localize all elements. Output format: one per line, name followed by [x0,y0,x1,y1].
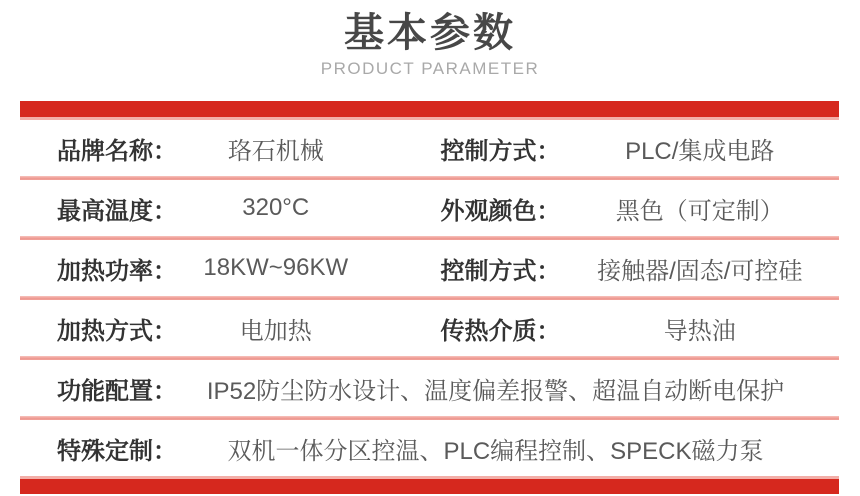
row-label: 品牌名称： [57,137,177,165]
table-row-brand-control [20,120,839,176]
cell-special-customization [20,431,839,466]
cell-heating-power [20,251,430,286]
bottom-accent-bar [20,476,839,494]
cell-brand-name [20,131,430,166]
row-value: 电加热 [239,317,312,345]
row-label: 加热功率： [57,257,177,285]
top-accent-bar [20,101,839,120]
row-value: 320°C [242,194,310,221]
cell-control-mode [430,131,840,166]
row-label: 传热介质： [440,317,561,345]
cell-appearance-color [430,191,840,226]
row-value: 珞石机械 [227,137,324,165]
row-value: 双机一体分区控温、PLC编程控制、SPECK磁力泵 [227,437,764,465]
page-title: 基本参数 [344,11,516,55]
cell-heating-method [20,311,430,346]
row-value: 18KW~96KW [203,254,349,281]
cell-feature-config [20,371,839,406]
row-label: 外观颜色： [440,197,561,225]
cell-max-temperature [20,191,430,226]
parameter-table [20,101,839,494]
row-label: 加热方式： [57,317,177,345]
row-value: 导热油 [663,317,736,345]
row-label: 控制方式： [440,257,561,285]
row-value: PLC/集成电路 [625,137,775,165]
page-header [0,0,860,80]
table-row-method-medium [20,300,839,356]
cell-heat-transfer-medium [430,311,840,346]
row-value: 接触器/固态/可控硅 [597,257,803,285]
row-value: 黑色（可定制） [615,197,784,225]
page-subtitle: PRODUCT PARAMETER [320,59,540,78]
table-row-features [20,360,839,416]
row-value: IP52防尘防水设计、温度偏差报警、超温自动断电保护 [206,377,785,405]
row-label: 功能配置： [57,377,177,405]
table-row-customization [20,420,839,476]
row-label: 最高温度： [57,197,177,225]
table-row-power-control [20,240,839,296]
cell-control-type [430,251,840,286]
table-row-temp-color [20,180,839,236]
row-label: 控制方式： [440,137,561,165]
row-label: 特殊定制： [57,437,177,465]
